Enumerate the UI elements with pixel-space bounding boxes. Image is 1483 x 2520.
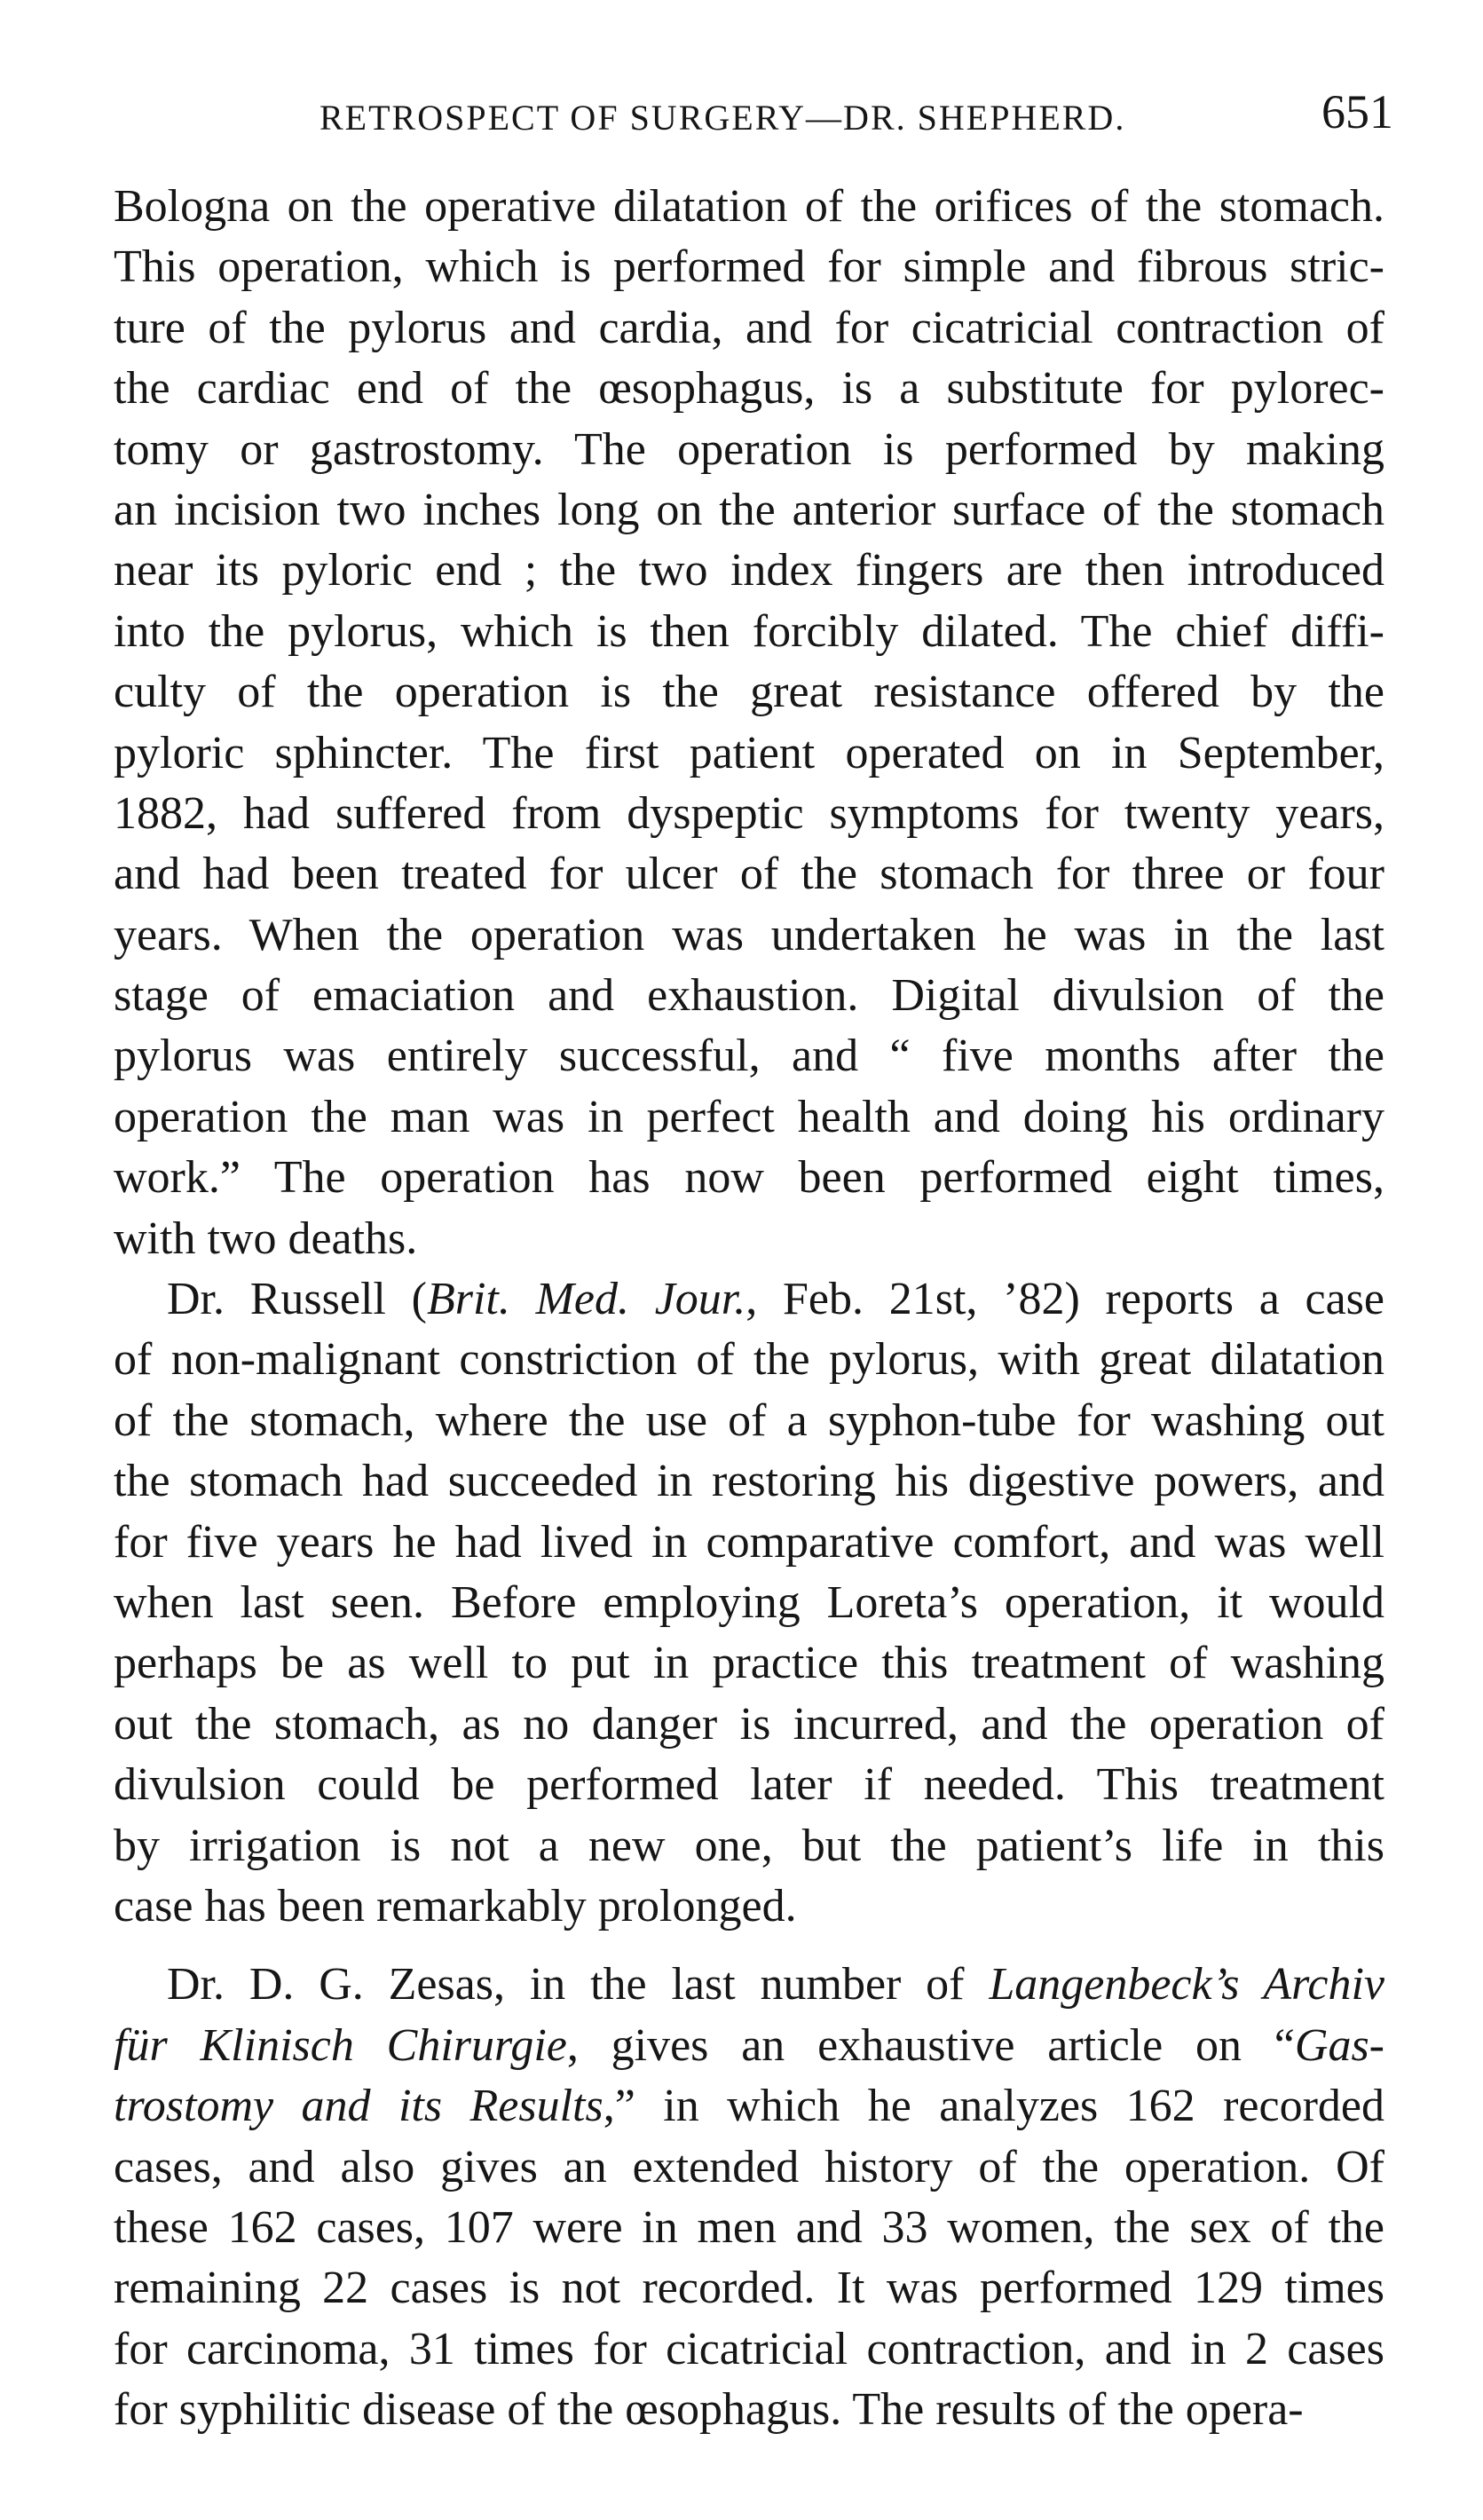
- text-line: the cardiac end of the œsophagus, is a substitute for pylorec-: [114, 363, 1384, 415]
- text-line: Dr. Russell (Brit. Med. Jour., Feb. 21st, ’82) reports a case: [167, 1274, 1384, 1325]
- paragraph: [114, 1269, 1384, 1937]
- text-line: when last seen. Before employing Loreta’s operation, it would: [114, 1576, 1384, 1628]
- text-line: work.” The operation has now been performed eight times,: [114, 1152, 1384, 1204]
- text-line: for syphilitic disease of the œsophagus. The results of the opera-: [114, 2384, 1304, 2436]
- text-line: with two deaths.: [114, 1213, 418, 1264]
- body-text: [114, 177, 1384, 2440]
- italic-title: Langenbeck’s Archiv: [989, 1959, 1385, 2010]
- text-line: pylorus was entirely successful, and “ five months after the: [114, 1031, 1384, 1082]
- text-line: an incision two inches long on the anterior surface of the stomach: [114, 484, 1384, 535]
- text-line: tomy or gastrostomy. The operation is performed by making: [114, 423, 1384, 475]
- running-head: [106, 84, 1393, 155]
- text-line: perhaps be as well to put in practice this treatment of washing: [114, 1638, 1384, 1689]
- text-line: trostomy and its Results,” in which he analyzes 162 recorded: [114, 2081, 1384, 2132]
- text-line: and had been treated for ulcer of the stomach for three or four: [114, 849, 1384, 900]
- text-line: Dr. D. G. Zesas, in the last number of Langenbeck’s Archiv: [167, 1959, 1385, 2010]
- text-line: the stomach had succeeded in restoring his digestive powers, and: [114, 1456, 1384, 1507]
- text-line: case has been remarkably prolonged.: [114, 1880, 797, 1931]
- text-line: Bologna on the operative dilatation of the orifices of the stomach.: [114, 181, 1384, 232]
- text-line: culty of the operation is the great resistance offered by the: [114, 667, 1384, 718]
- page-number: 651: [1321, 85, 1393, 138]
- text-line: near its pyloric end ; the two index fingers are then introduced: [114, 545, 1384, 596]
- text-line: pyloric sphincter. The first patient operated on in September,: [114, 727, 1384, 778]
- text-line: This operation, which is performed for simple and fibrous stric-: [114, 241, 1384, 293]
- text-line: operation the man was in perfect health and doing his ordinary: [114, 1091, 1384, 1142]
- text-line: stage of emaciation and exhaustion. Digital divulsion of the: [114, 970, 1384, 1022]
- paragraph: [114, 1955, 1384, 2440]
- italic-title: für Klinisch Chirurgie: [114, 2019, 567, 2071]
- text-line: divulsion could be performed later if needed. This treatment: [114, 1759, 1384, 1811]
- text-line: ture of the pylorus and cardia, and for cicatricial contraction of: [114, 302, 1384, 353]
- text-line: by irrigation is not a new one, but the patient’s life in this: [114, 1820, 1384, 1871]
- running-head-title: RETROSPECT OF SURGERY—DR. SHEPHERD.: [319, 98, 1126, 138]
- italic-title: Gas-: [1294, 2019, 1384, 2071]
- text-line: remaining 22 cases is not recorded. It was performed 129 times: [114, 2263, 1384, 2314]
- text-line: cases, and also gives an extended history of the operation. Of: [114, 2141, 1384, 2192]
- text-line: years. When the operation was undertaken he was in the last: [114, 909, 1384, 960]
- italic-title: Brit. Med. Jour.: [426, 1274, 746, 1325]
- text-line: out the stomach, as no danger is incurred, and the operation of: [114, 1698, 1384, 1750]
- text-line: for five years he had lived in comparative comfort, and was well: [114, 1516, 1384, 1568]
- italic-title: trostomy and its Results: [114, 2081, 603, 2132]
- text-line: 1882, had suffered from dyspeptic symptoms for twenty years,: [114, 787, 1384, 839]
- text-line: für Klinisch Chirurgie, gives an exhaustive article on “Gas-: [114, 2019, 1384, 2071]
- text-line: for carcinoma, 31 times for cicatricial contraction, and in 2 cases: [114, 2323, 1384, 2374]
- paragraph: [114, 177, 1384, 1269]
- text-line: of non-malignant constriction of the pylorus, with great dilatation: [114, 1334, 1384, 1386]
- text-line: into the pylorus, which is then forcibly dilated. The chief diffi-: [114, 605, 1384, 657]
- text-line: of the stomach, where the use of a syphon-tube for washing out: [114, 1394, 1384, 1446]
- text-line: these 162 cases, 107 were in men and 33 women, the sex of the: [114, 2201, 1384, 2253]
